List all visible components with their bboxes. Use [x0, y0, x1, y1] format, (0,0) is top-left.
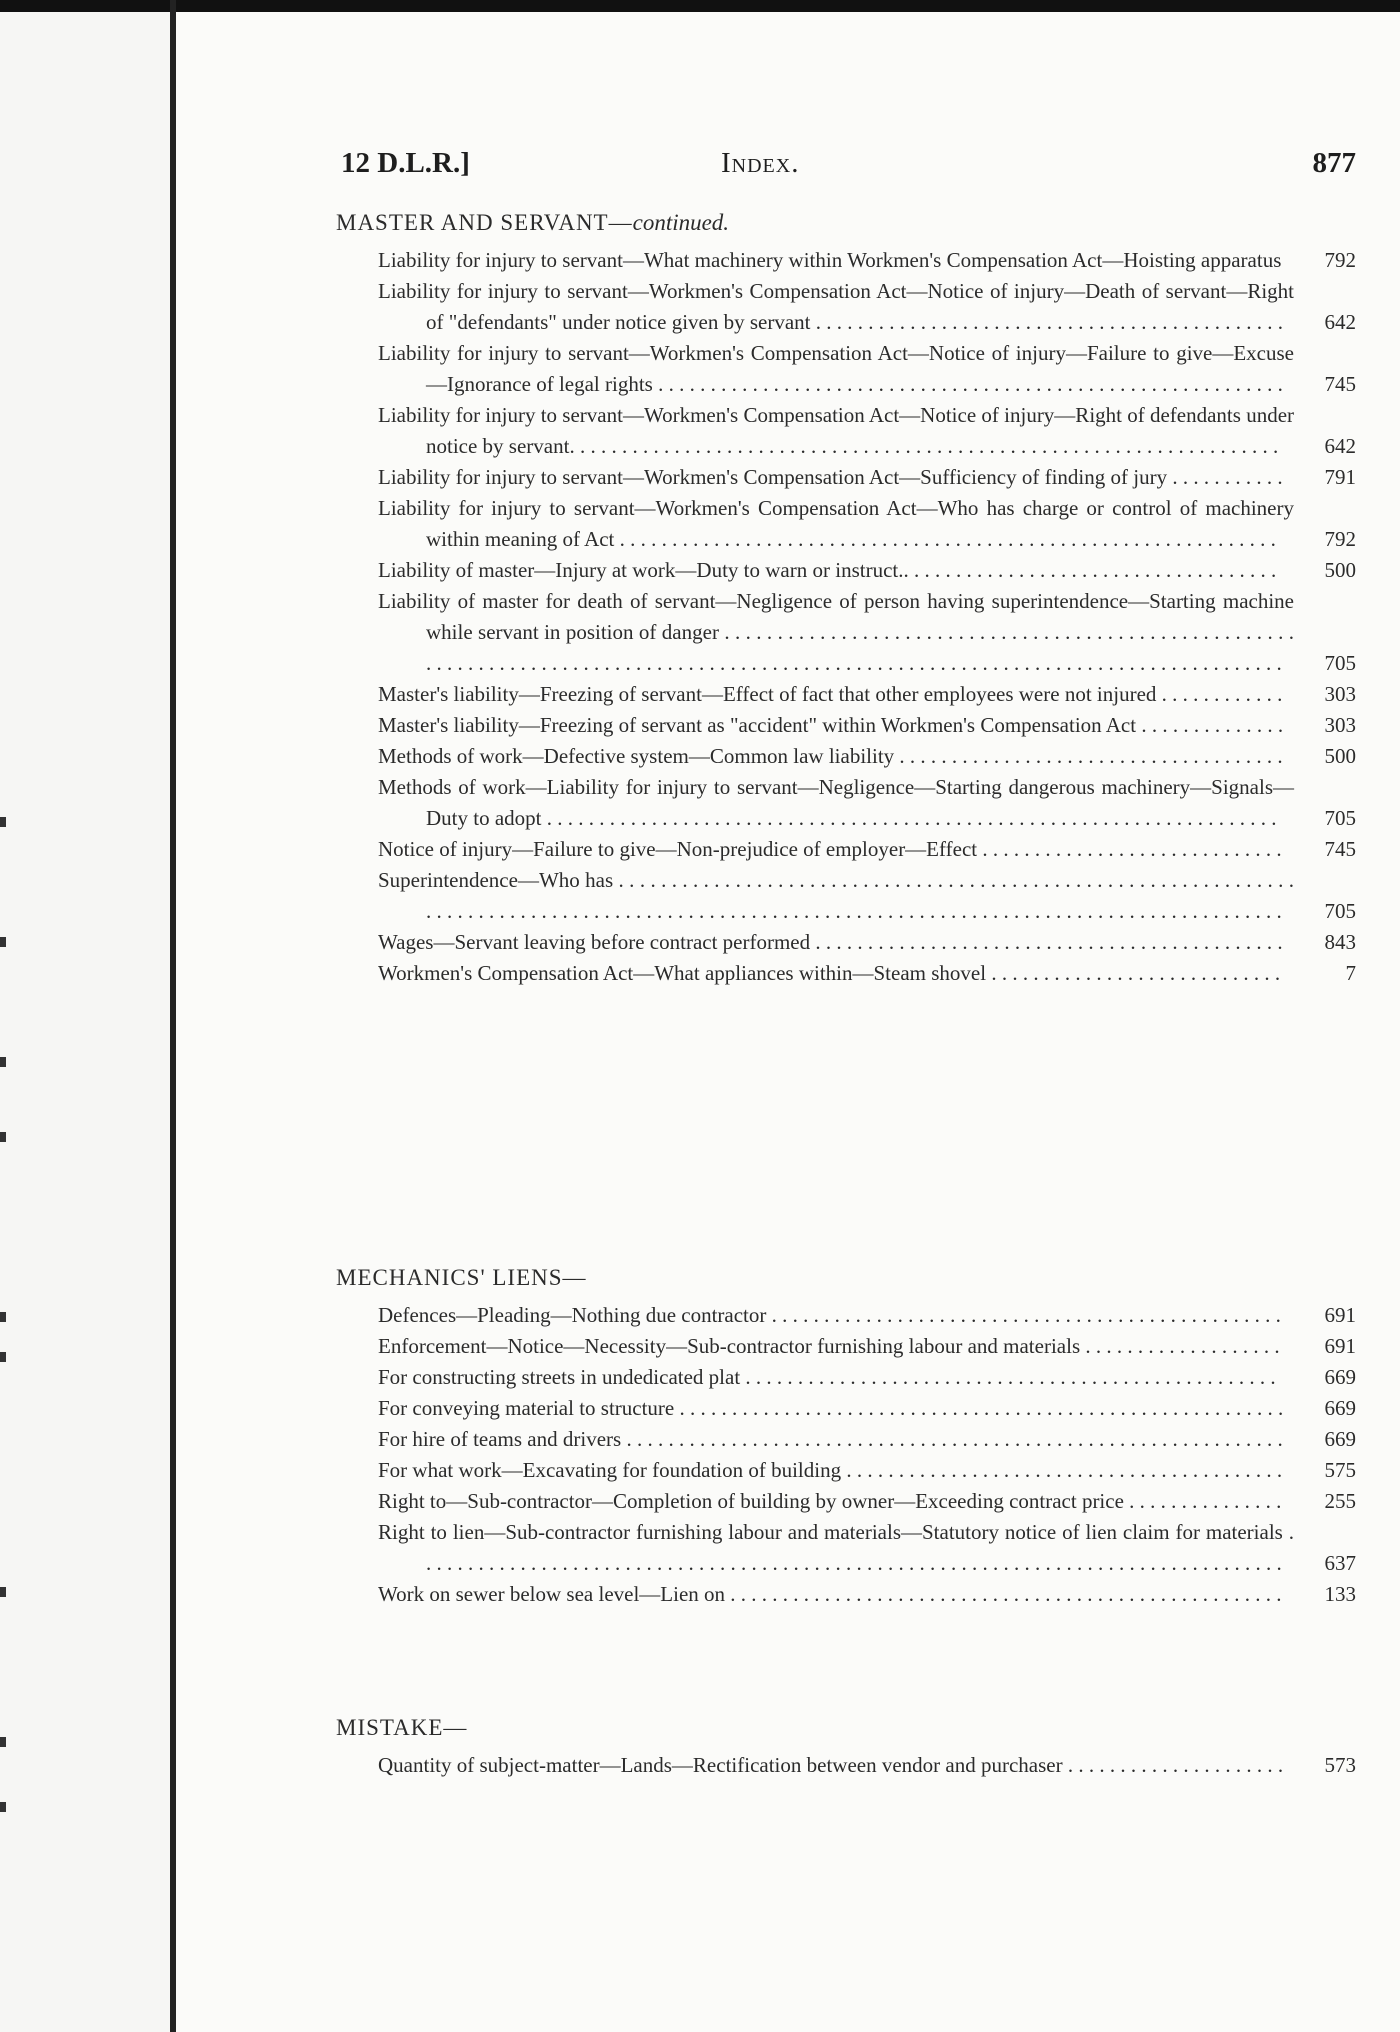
entry-page-number: 705: [1324, 899, 1356, 923]
dot-leader: . . . . . . . . . . . . . . . . . . . . . . . . . . . . . . . . . . . . . . . . . . . . .: [810, 930, 1283, 954]
index-entry: [336, 927, 1356, 958]
index-entry: [336, 1579, 1356, 1610]
entry-page-number: 303: [1324, 682, 1356, 706]
entry-text: Methods of work—Defective system—Common law liability: [378, 744, 895, 768]
entry-text: Liability of master for death of servant—Negligence of person having superintendence—Starting machine while servant in position of danger: [378, 589, 1294, 644]
facing-page-mark: [0, 1312, 6, 1322]
index-entry: [336, 493, 1356, 555]
dot-leader: . . . . . . . . . . . . . . . . . . . . . . . . . . . . . . . . . . . . . . . . . . . . . . . . . . .: [740, 1365, 1276, 1389]
dot-leader: . . . . . . . . . . . . . . . . . . . . . . . . . . . . . . . . . . . . . . . . . . . . . . . . . . . . . . . . . .: [674, 1396, 1284, 1420]
entry-page-number: 669: [1324, 1427, 1356, 1451]
entry-text: Workmen's Compensation Act—What appliances within—Steam shovel: [378, 961, 987, 985]
index-entry: [336, 1300, 1356, 1331]
dot-leader: . . . . . . . . . . . . . . . . . . . . . . . . . . . . . . . . . . . . . . . . . . . . . . . . . . . . . . . . . . . . . . . . . . . . . .: [541, 806, 1277, 830]
index-entry: [336, 710, 1356, 741]
facing-page-mark: [0, 1132, 6, 1142]
entry-page-number: 843: [1324, 930, 1356, 954]
index-entry: [336, 1486, 1356, 1517]
index-entry: [336, 772, 1356, 834]
index-entry: [336, 865, 1356, 927]
entry-text: Methods of work—Liability for injury to servant—Negligence—Starting dangerous machinery—Signals—Duty to adopt: [378, 775, 1294, 830]
dot-leader: . . . . . . . . . . .: [1167, 465, 1283, 489]
index-entry: [336, 1331, 1356, 1362]
entry-page-number: 792: [1324, 248, 1356, 272]
index-entry: [336, 679, 1356, 710]
entry-text: For constructing streets in undedicated plat: [378, 1365, 741, 1389]
dot-leader: . . . . . . . . . . . . . . . . . . . . . . . . . . . . . . . . . . . . . . . . . . . . .: [810, 310, 1284, 334]
entry-page-number: 303: [1324, 713, 1356, 737]
entry-page-number: 705: [1324, 651, 1356, 675]
header-title: Index.: [721, 147, 800, 179]
dot-leader: . . . . . . . . . . . .: [1156, 682, 1283, 706]
entry-page-number: 642: [1324, 310, 1356, 334]
entry-page-number: 669: [1324, 1396, 1356, 1420]
index-entry: [336, 1424, 1356, 1455]
index-entry: [336, 276, 1356, 338]
section-heading: [336, 1262, 1356, 1294]
index-entry: [336, 338, 1356, 400]
index-entry: [336, 586, 1356, 679]
entry-page-number: 500: [1324, 558, 1356, 582]
dot-leader: . . . . . . . . . . . . . . . . . . . . . . . . . . . . . . . . . . . . . . . . . . . . . . . . . . . . . . . . . . . . . . .: [614, 527, 1276, 551]
entry-text: Quantity of subject-matter—Lands—Rectification between vendor and purchaser: [378, 1753, 1063, 1777]
facing-page-mark: [0, 1352, 6, 1362]
entry-text: For what work—Excavating for foundation of building: [378, 1458, 842, 1482]
entry-text: Defences—Pleading—Nothing due contractor: [378, 1303, 767, 1327]
entry-page-number: 255: [1324, 1489, 1356, 1513]
facing-page-mark: [0, 937, 6, 947]
index-entry: [336, 1393, 1356, 1424]
entry-text: For hire of teams and drivers: [378, 1427, 622, 1451]
dot-leader: . . . . . . . . . . . . . . . . . . . . . . . . . . . . . . . . . . . . .: [894, 744, 1283, 768]
entry-text: Wages—Servant leaving before contract performed: [378, 930, 811, 954]
dot-leader: . . . . . . . . . . . . . . .: [1123, 1489, 1282, 1513]
index-entry: [336, 1517, 1356, 1579]
facing-page-mark: [0, 1057, 6, 1067]
entry-text: Notice of injury—Failure to give—Non-prejudice of employer—Effect: [378, 837, 978, 861]
entry-text: For conveying material to structure: [378, 1396, 675, 1420]
index-entry: [336, 555, 1356, 586]
entry-page-number: 573: [1324, 1753, 1356, 1777]
dot-leader: . . . . . . . . . . . . . . . . . . . . . . . . . . . . . . . . . . . . . . . . . . . . . . . . . . . . .: [725, 1582, 1282, 1606]
dot-leader: . . . . . . . . . . . . . . . . . . .: [1080, 1334, 1280, 1358]
running-header: [341, 147, 1356, 191]
entry-text: Liability for injury to servant—Workmen's Compensation Act—Notice of injury—Failure to give—Excuse—Ignorance of legal rights: [378, 341, 1294, 396]
entry-page-number: 705: [1324, 806, 1356, 830]
entry-text: Liability for injury to servant—Workmen's Compensation Act—Notice of injury—Right of defendants under notice by servant.: [378, 403, 1295, 458]
entry-page-number: 792: [1324, 527, 1356, 551]
section-heading-text: MECHANICS' LIENS—: [336, 1265, 587, 1290]
entry-text: Superintendence—Who has: [378, 868, 614, 892]
entry-page-number: 691: [1324, 1303, 1356, 1327]
index-entry: [336, 1455, 1356, 1486]
section-heading: [336, 207, 1356, 239]
dot-leader: . . . . . . . . . . . . . . . . . . . . . . . . . . . . . . . . . . . . . . . . . . . . . . . . . . . . . . . . . . . . . . . . . . . . . . . . . . . . . . . . . . . . . . . . . . . . . . . . . . . . . . . . . . . . . . . . . . . . . . . . . . . . . . . . . . . . . . . .: [426, 620, 1295, 675]
dot-leader: . . . . . . . . . . . . . . . . . . . . . . . . . . . . . . . . . . . . . . . . . . . . . . . . . . . . . . . . . . . . . . . . . . .: [574, 434, 1279, 458]
dot-leader: . . . . . . . . . . . . . . . . . . . . . . . . . . . . . . . . . . . . . . . . . . . . . . . . . . . . . . . . . . . .: [652, 372, 1283, 396]
entry-text: Liability for injury to servant—Workmen's Compensation Act—Who has charge or control of machinery within meaning of Act: [378, 496, 1294, 551]
dot-leader: . . . . . . . . . . . . . . . . . . . . . . . . . . . .: [986, 961, 1281, 985]
dot-leader: . . . . . . . . . . . . . . . . . . . . .: [1062, 1753, 1284, 1777]
volume-label: 12 D.L.R.]: [341, 147, 470, 179]
entry-text: Master's liability—Freezing of servant—Effect of fact that other employees were not injured: [378, 682, 1157, 706]
index-entry: [336, 1750, 1356, 1781]
entry-text: Work on sewer below sea level—Lien on: [378, 1582, 726, 1606]
facing-page-mark: [0, 1587, 6, 1597]
facing-page-mark: [0, 1802, 6, 1812]
index-entry: [336, 245, 1356, 276]
entry-page-number: 642: [1324, 434, 1356, 458]
section-heading-continued: continued.: [632, 210, 730, 235]
section-heading-text: MISTAKE—: [336, 1715, 468, 1740]
entry-text: Liability for injury to servant—Workmen's Compensation Act—Sufficiency of finding of jury: [378, 465, 1168, 489]
entry-page-number: 669: [1324, 1365, 1356, 1389]
entry-text: Enforcement—Notice—Necessity—Sub-contractor furnishing labour and materials: [378, 1334, 1081, 1358]
entry-text: Liability of master—Injury at work—Duty to warn or instruct..: [378, 558, 909, 582]
entry-text: Right to lien—Sub-contractor furnishing labour and materials—Statutory notice of lien claim for materials: [378, 1520, 1283, 1544]
index-entry: [336, 400, 1356, 462]
index-entry: [336, 462, 1356, 493]
dot-leader: . . . . . . . . . . . . . . . . . . . . . . . . . . . . .: [977, 837, 1282, 861]
facing-page-mark: [0, 817, 6, 827]
entry-text: Master's liability—Freezing of servant as "accident" within Workmen's Compensation Act: [378, 713, 1137, 737]
entry-text: Liability for injury to servant—What machinery within Workmen's Compensation Act—Hoisting apparatus: [378, 248, 1282, 272]
entry-page-number: 500: [1324, 744, 1356, 768]
dot-leader: . . . . . . . . . . . . . . . . . . . . . . . . . . . . . . . . . . . . . . . . . . . . . . . . . . . . . . . . . . . . . . . . . . . . . . . . . . . . . . . . . . .: [426, 1520, 1295, 1575]
dot-leader: . . . . . . . . . . . . . . . . . . . . . . . . . . . . . . . . . . . . . . . . . . . . . . . . . . . . . . . . . . . . . . . . . . . . . . . . . . . . . . . . . . . . . . . . . . . . . . . . . . . . . . . . . . . . . . . . . . . . . . . . . . . . . . . . . . . . . . . . . . . . . . . . . .: [426, 868, 1295, 923]
dot-leader: . . . . . . . . . . . . . . . . . . . . . . . . . . . . . . . . . . . . . . . . . .: [841, 1458, 1283, 1482]
entry-page-number: 133: [1324, 1582, 1356, 1606]
index-entry: [336, 741, 1356, 772]
index-entry: [336, 958, 1356, 989]
entry-page-number: 637: [1324, 1551, 1356, 1575]
dot-leader: . . . . . . . . . . . . . . . . . . . . . . . . . . . . . . . . . . . . . . . . . . . . . . . . .: [766, 1303, 1281, 1327]
index-entry: [336, 1362, 1356, 1393]
page-number: 877: [1312, 147, 1356, 179]
entry-text: Liability for injury to servant—Workmen's Compensation Act—Notice of injury—Death of servant—Right of "defendants" under notice given by servant: [378, 279, 1294, 334]
section-heading: [336, 1712, 1356, 1744]
entry-text: Right to—Sub-contractor—Completion of building by owner—Exceeding contract price: [378, 1489, 1124, 1513]
entry-page-number: 7: [1345, 961, 1356, 985]
dot-leader: . . . . . . . . . . . . . .: [1136, 713, 1284, 737]
dot-leader: . . . . . . . . . . . . . . . . . . . . . . . . . . . . . . . . . . . . . . . . . . . . . . . . . . . . . . . . . . . . . . .: [621, 1427, 1283, 1451]
index-entry: [336, 834, 1356, 865]
index-section: [336, 207, 1356, 989]
index-page: [176, 12, 1400, 2032]
entry-page-number: 575: [1324, 1458, 1356, 1482]
entry-page-number: 745: [1324, 837, 1356, 861]
section-heading-text: MASTER AND SERVANT—: [336, 210, 633, 235]
dot-leader: . . . . . . . . . . . . . . . . . . . . . . . . . . . . . . . . . . .: [908, 558, 1277, 582]
index-section: [336, 1262, 1356, 1610]
facing-page-mark: [0, 1737, 6, 1747]
entry-page-number: 745: [1324, 372, 1356, 396]
facing-page-edge: [0, 12, 170, 2032]
index-section: [336, 1712, 1356, 1781]
entry-page-number: 791: [1324, 465, 1356, 489]
entry-page-number: 691: [1324, 1334, 1356, 1358]
